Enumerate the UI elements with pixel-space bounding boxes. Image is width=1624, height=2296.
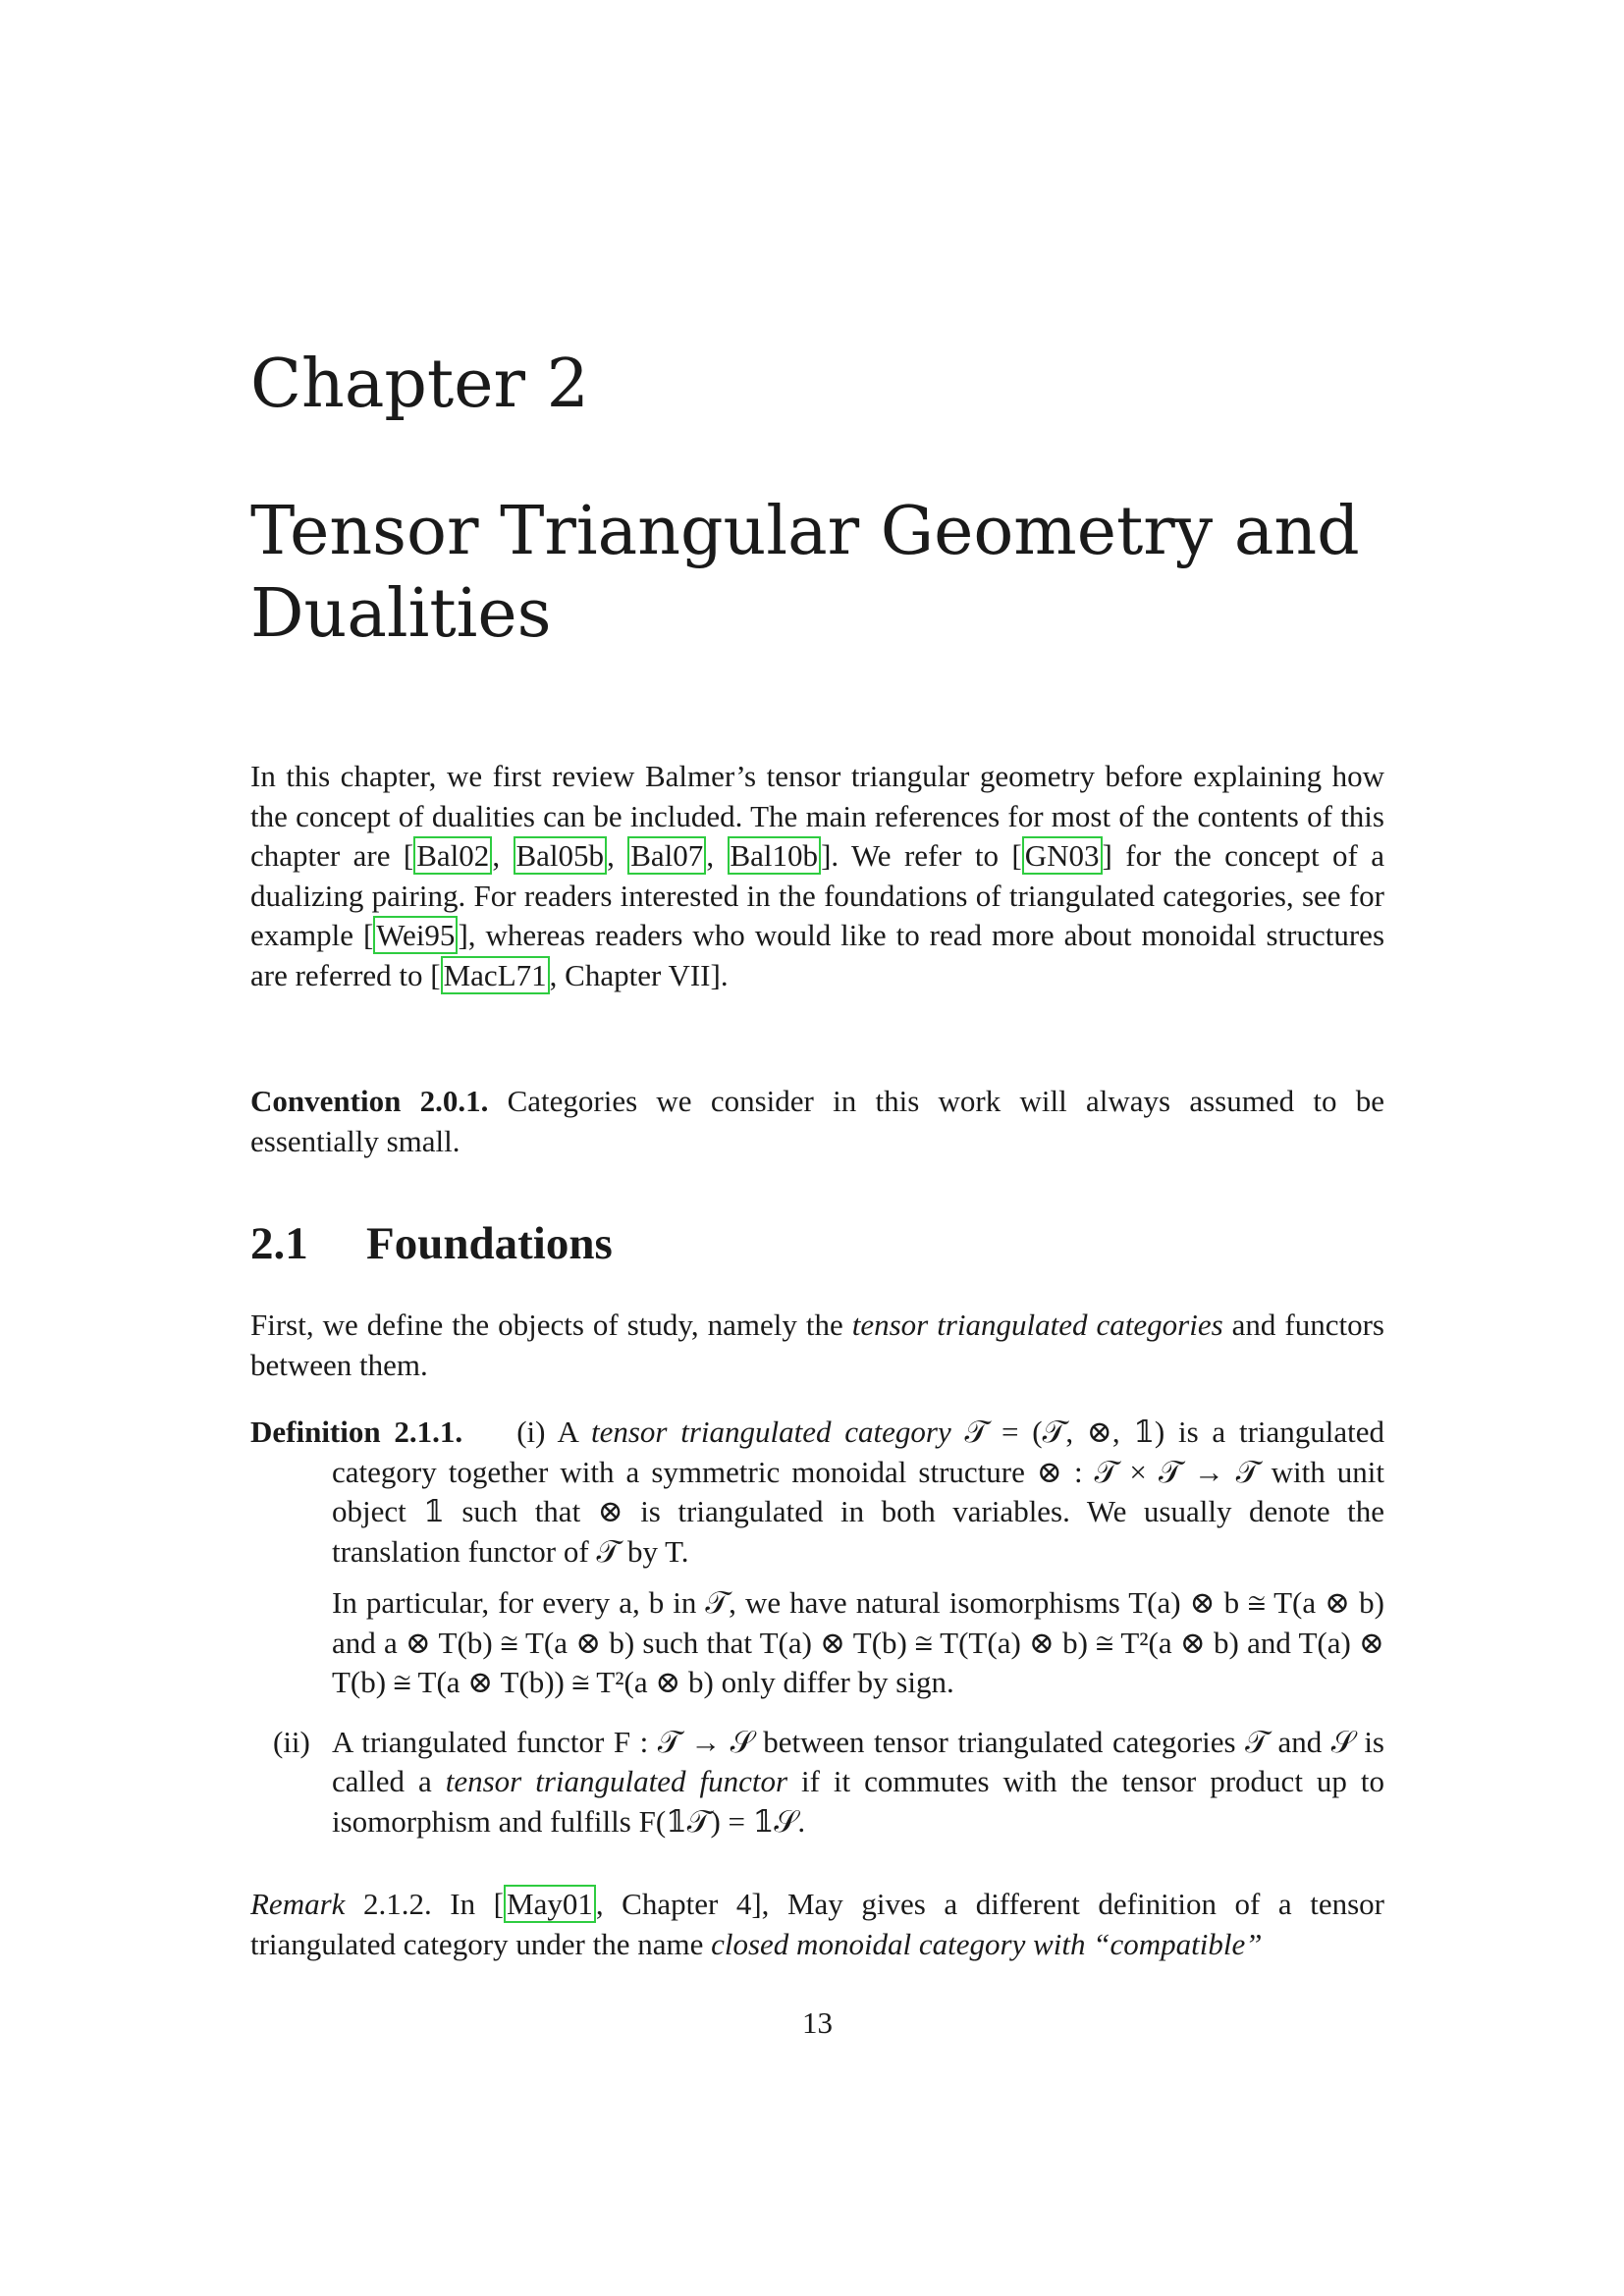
section-intro-text: First, we define the objects of study, namely the <box>250 1308 852 1342</box>
definition-term: tensor triangulated functor <box>445 1764 788 1798</box>
remark-label: Remark <box>250 1887 346 1921</box>
section-heading <box>250 1218 613 1269</box>
definition-item-1-paragraph-2: In particular, for every a, b in 𝒯, we have natural isomorphisms T(a) ⊗ b ≅ T(a ⊗ b) and a ⊗ T(b) ≅ T(a ⊗ b) such that T(a) ⊗ T(b) ≅ T(T(a) ⊗ b) ≅ T²(a ⊗ b) and T(a) ⊗ T(b) ≅ T(a ⊗ T(b)) ≅ T²(a ⊗ b) only differ by sign. <box>332 1585 1384 1699</box>
convention-text: Categories we consider in this work will always assumed to be essentially small. <box>250 1084 1384 1158</box>
chapter-title-line2: Dualities <box>250 575 552 653</box>
definition-term: tensor triangulated category <box>590 1415 951 1449</box>
intro-text: In this chapter, we first review Balmer’s tensor triangular geometry before explaining how the concept of dualities can be included. The main references for most of the contents of this chapter are [ <box>250 759 1384 873</box>
section-intro-text: and functors between them. <box>250 1308 1384 1382</box>
intro-text: ], whereas readers who would like to read more about monoidal structures are referred to [ <box>250 918 1385 992</box>
definition-item-1 <box>250 1413 1385 1572</box>
section-number: 2.1 <box>250 1218 308 1269</box>
item-label: (i) <box>516 1415 546 1449</box>
definition-item-2 <box>273 1723 1385 1842</box>
convention-label: Convention 2.0.1. <box>250 1084 489 1118</box>
remark-text: , Chapter 4], May gives a different definition of a tensor triangulated category under the name <box>250 1887 1384 1961</box>
intro-text: , <box>706 838 728 873</box>
definition-text: A <box>545 1415 591 1449</box>
citation-link[interactable]: Bal07 <box>627 836 706 875</box>
definition-item-2-text <box>332 1723 1384 1842</box>
citation-link[interactable]: May01 <box>504 1885 596 1923</box>
remark-emphasis: closed monoidal category with “compatible” <box>711 1926 1263 1961</box>
section-title: Foundations <box>366 1218 613 1269</box>
definition-label: Definition 2.1.1. <box>250 1415 463 1449</box>
intro-text: , Chapter VII]. <box>549 957 729 992</box>
citation-link[interactable]: Bal02 <box>413 836 492 875</box>
definition-text: if it commutes with the tensor product up to isomorphism and fulfills F(𝟙𝒯) = 𝟙𝒮. <box>332 1764 1385 1839</box>
chapter-title-line1: Tensor Triangular Geometry and <box>250 493 1360 570</box>
definition-text: A triangulated functor F : 𝒯 → 𝒮 between tensor triangulated categories 𝒯 and 𝒮 is called a <box>332 1724 1384 1798</box>
remark-paragraph <box>250 1885 1384 1964</box>
page-number: 13 <box>802 2005 833 2040</box>
citation-link[interactable]: Bal10b <box>728 836 822 875</box>
intro-text: , <box>607 838 628 873</box>
intro-text: ]. We refer to [ <box>821 838 1022 873</box>
convention-paragraph <box>250 1082 1384 1161</box>
citation-link[interactable]: GN03 <box>1022 836 1103 875</box>
chapter-label: Chapter 2 <box>250 346 589 423</box>
section-intro-paragraph <box>250 1306 1384 1385</box>
citation-link[interactable]: Wei95 <box>373 916 458 954</box>
section-intro-emphasis: tensor triangulated categories <box>851 1308 1223 1342</box>
intro-text: , <box>492 838 514 873</box>
definition-text: 𝒯 = (𝒯, ⊗, 𝟙) is a triangulated category together with a symmetric monoidal structure ⊗ : 𝒯 × 𝒯 → 𝒯 with unit object 𝟙 such that ⊗ is triangulated in both variables. We usually denote the translation functor of 𝒯 by T. <box>332 1415 1385 1569</box>
intro-paragraph <box>250 757 1384 995</box>
citation-link[interactable]: Bal05b <box>514 836 608 875</box>
citation-link[interactable]: MacL71 <box>441 956 550 994</box>
intro-text: ] for the concept of a dualizing pairing. For readers interested in the foundations of triangulated categories, see for example [ <box>250 838 1385 952</box>
chapter-title <box>250 491 1360 656</box>
definition-block <box>250 1413 1384 1842</box>
item-label: (ii) <box>273 1724 310 1759</box>
remark-text: 2.1.2. In [ <box>345 1887 504 1921</box>
